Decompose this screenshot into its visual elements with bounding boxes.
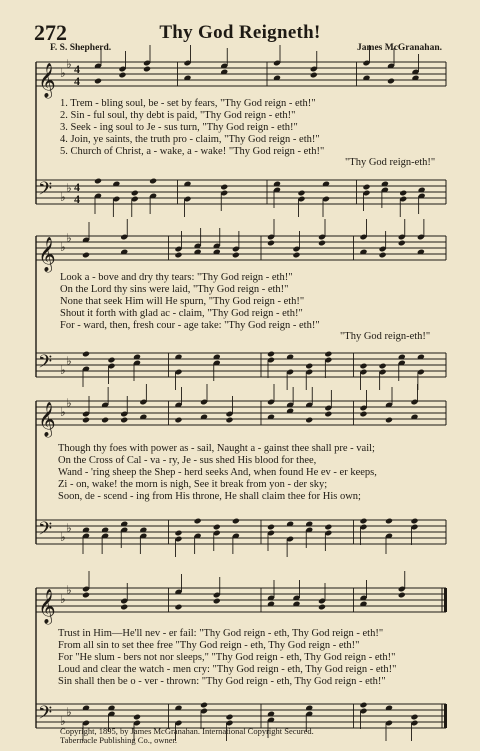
final-barline-thick [444,588,447,612]
lyrics-system-4 [58,628,454,688]
lyric-line: Look a - bove and dry thy tears: "Thy God reign - eth!" [60,272,293,283]
note-head [292,252,300,259]
note-head [225,714,233,721]
note-head [297,190,305,197]
flat-icon: ♭ [66,354,72,368]
lyric-line: Sin shall then be o - ver - thrown: "Thy God reign - eth, Thy God reign - eth!" [58,676,386,687]
flat-icon: ♭ [60,190,66,204]
note-head [133,714,141,721]
treble-clef: 𝄞 [38,63,56,98]
lyric-line: 4. Join, ye saints, the truth pro - claim, "Thy God reign - eth!" [60,134,320,145]
note-head [82,592,90,599]
note-head [120,417,128,424]
note-head [410,714,418,721]
note-head [410,518,418,525]
note-head [143,66,151,73]
note-head [232,518,240,525]
note-head [385,518,393,525]
note-head [131,190,139,197]
note-head [213,524,221,531]
flat-icon: ♭ [66,583,72,597]
lyrics-system-2 [60,272,452,332]
hymn-title: Thy God Reigneth! [159,22,321,43]
flat-icon: ♭ [60,530,66,544]
lyric-line: 1. Trem - bling soul, be - set by fears, "Thy God reign - eth!" [60,98,316,109]
time-signature-bottom: 4 [74,192,80,206]
note-head [399,190,407,197]
flat-icon: ♭ [66,521,72,535]
flat-icon: ♭ [60,363,66,377]
flat-icon: ♭ [66,57,72,71]
note-head [101,417,109,424]
lyric-line: Wand - 'ring sheep the Shep - herd seeks And, when found He ev - er keeps, [58,467,377,478]
treble-clef: 𝄞 [38,402,56,437]
lyric-line: Trust in Him—He'll nev - er fail: "Thy God reign - eth, Thy God reign - eth!" [58,628,384,639]
note-head [324,351,332,358]
note-head [305,363,313,370]
hymn-number: 272 [34,20,67,45]
note-head [174,604,182,611]
note-head [385,417,393,424]
lyric-line: Zi - on, wake! the morn is nigh, See it break from yon - der sky; [58,479,328,490]
note-head [94,178,102,185]
treble-clef: 𝄞 [38,237,56,272]
note-head [267,240,275,247]
lyric-line: Though thy foes with power as - sail, Naught a - gainst thee shall pre - vail; [58,443,375,454]
note-head [359,363,367,370]
flat-icon: ♭ [66,705,72,719]
note-head [398,592,406,599]
note-head [359,411,367,418]
lyric-line: Shout it forth with glad ac - claim, "Thy God reign - eth!" [60,308,303,319]
note-head [324,524,332,531]
flat-icon: ♭ [60,592,66,606]
lyric-line: For "He slum - bers not nor sleeps," "Thy God reign - eth, Thy God reign - eth!" [58,652,396,663]
note-head [200,702,208,709]
lyrics-system-3 [58,443,454,503]
note-head [120,604,128,611]
note-head [324,411,332,418]
note-head [359,702,367,709]
note-head [310,72,318,79]
lyric-line: 3. Seek - ing soul to Je - sus turn, "Thy God reign - eth!" [60,122,298,133]
lyrics-system-1 [60,98,452,158]
publisher-line: Tabernacle Publishing Co., owner. [60,735,177,745]
refrain-cue-2: "Thy God reign-eth!" [340,331,431,342]
lyric-line: None that seek Him will He spurn, "Thy God reign - eth!" [60,296,305,307]
lyric-line: On the Cross of Cal - va - ry, Je - sus shed His blood for thee, [58,455,317,466]
bass-clef: 𝄢 [38,703,53,728]
note-head [379,252,387,259]
note-head [82,417,90,424]
note-head [318,240,326,247]
flat-icon: ♭ [66,231,72,245]
time-signature-top: 4 [74,180,80,194]
time-signature-bottom: 4 [74,74,80,88]
lyric-line: From all sin to set thee free "Thy God reign - eth, Thy God reign - eth!" [58,640,360,651]
note-head [174,530,182,537]
flat-icon: ♭ [60,405,66,419]
lyric-line: On the Lord thy sins were laid, "Thy God reign - eth!" [60,284,289,295]
footer [60,727,314,745]
lyric-line: 2. Sin - ful soul, thy debt is paid, "Thy God reign - eth!" [60,110,296,121]
note-head [305,417,313,424]
refrain-cue-1: "Thy God reign-eth!" [345,157,436,168]
note-head [82,252,90,259]
note-head [174,417,182,424]
bass-clef: 𝄢 [38,179,53,204]
lyric-line: 5. Church of Christ, a - wake, a - wake! "Thy God reign - eth!" [60,146,325,157]
note-head [318,604,326,611]
note-head [232,252,240,259]
note-head [362,184,370,191]
note-head [94,78,102,85]
note-head [387,78,395,85]
flat-icon: ♭ [60,240,66,254]
note-head [118,72,126,79]
flat-icon: ♭ [66,396,72,410]
note-head [267,351,275,358]
note-head [225,417,233,424]
final-barline-thick [444,704,447,728]
lyricist-credit: F. S. Shepherd. [50,43,112,53]
note-head [398,240,406,247]
note-head [174,252,182,259]
copyright-line: Copyright, 1895, by James McGranahan. International Copyright Secured. [60,726,314,736]
note-head [220,184,228,191]
lyric-line: Loud and clear the watch - men cry: "Thy God reign - eth, Thy God reign - eth!" [58,664,397,675]
flat-icon: ♭ [60,714,66,728]
treble-clef: 𝄞 [38,589,56,624]
lyric-line: Soon, de - scend - ing from His throne, He shall claim thee for His own; [58,491,361,502]
note-head [267,524,275,531]
lyric-line: For - ward, then, fresh cour - age take: "Thy God reign - eth!" [60,320,320,331]
note-head [213,598,221,605]
flat-icon: ♭ [66,181,72,195]
bass-clef: 𝄢 [38,352,53,377]
note-head [194,518,202,525]
note-head [379,363,387,370]
note-head [107,357,115,364]
flat-icon: ♭ [60,66,66,80]
note-head [359,518,367,525]
note-head [82,351,90,358]
composer-credit: James McGranahan. [357,43,442,53]
note-head [149,178,157,185]
time-signature-top: 4 [74,62,80,76]
bass-clef: 𝄢 [38,519,53,544]
